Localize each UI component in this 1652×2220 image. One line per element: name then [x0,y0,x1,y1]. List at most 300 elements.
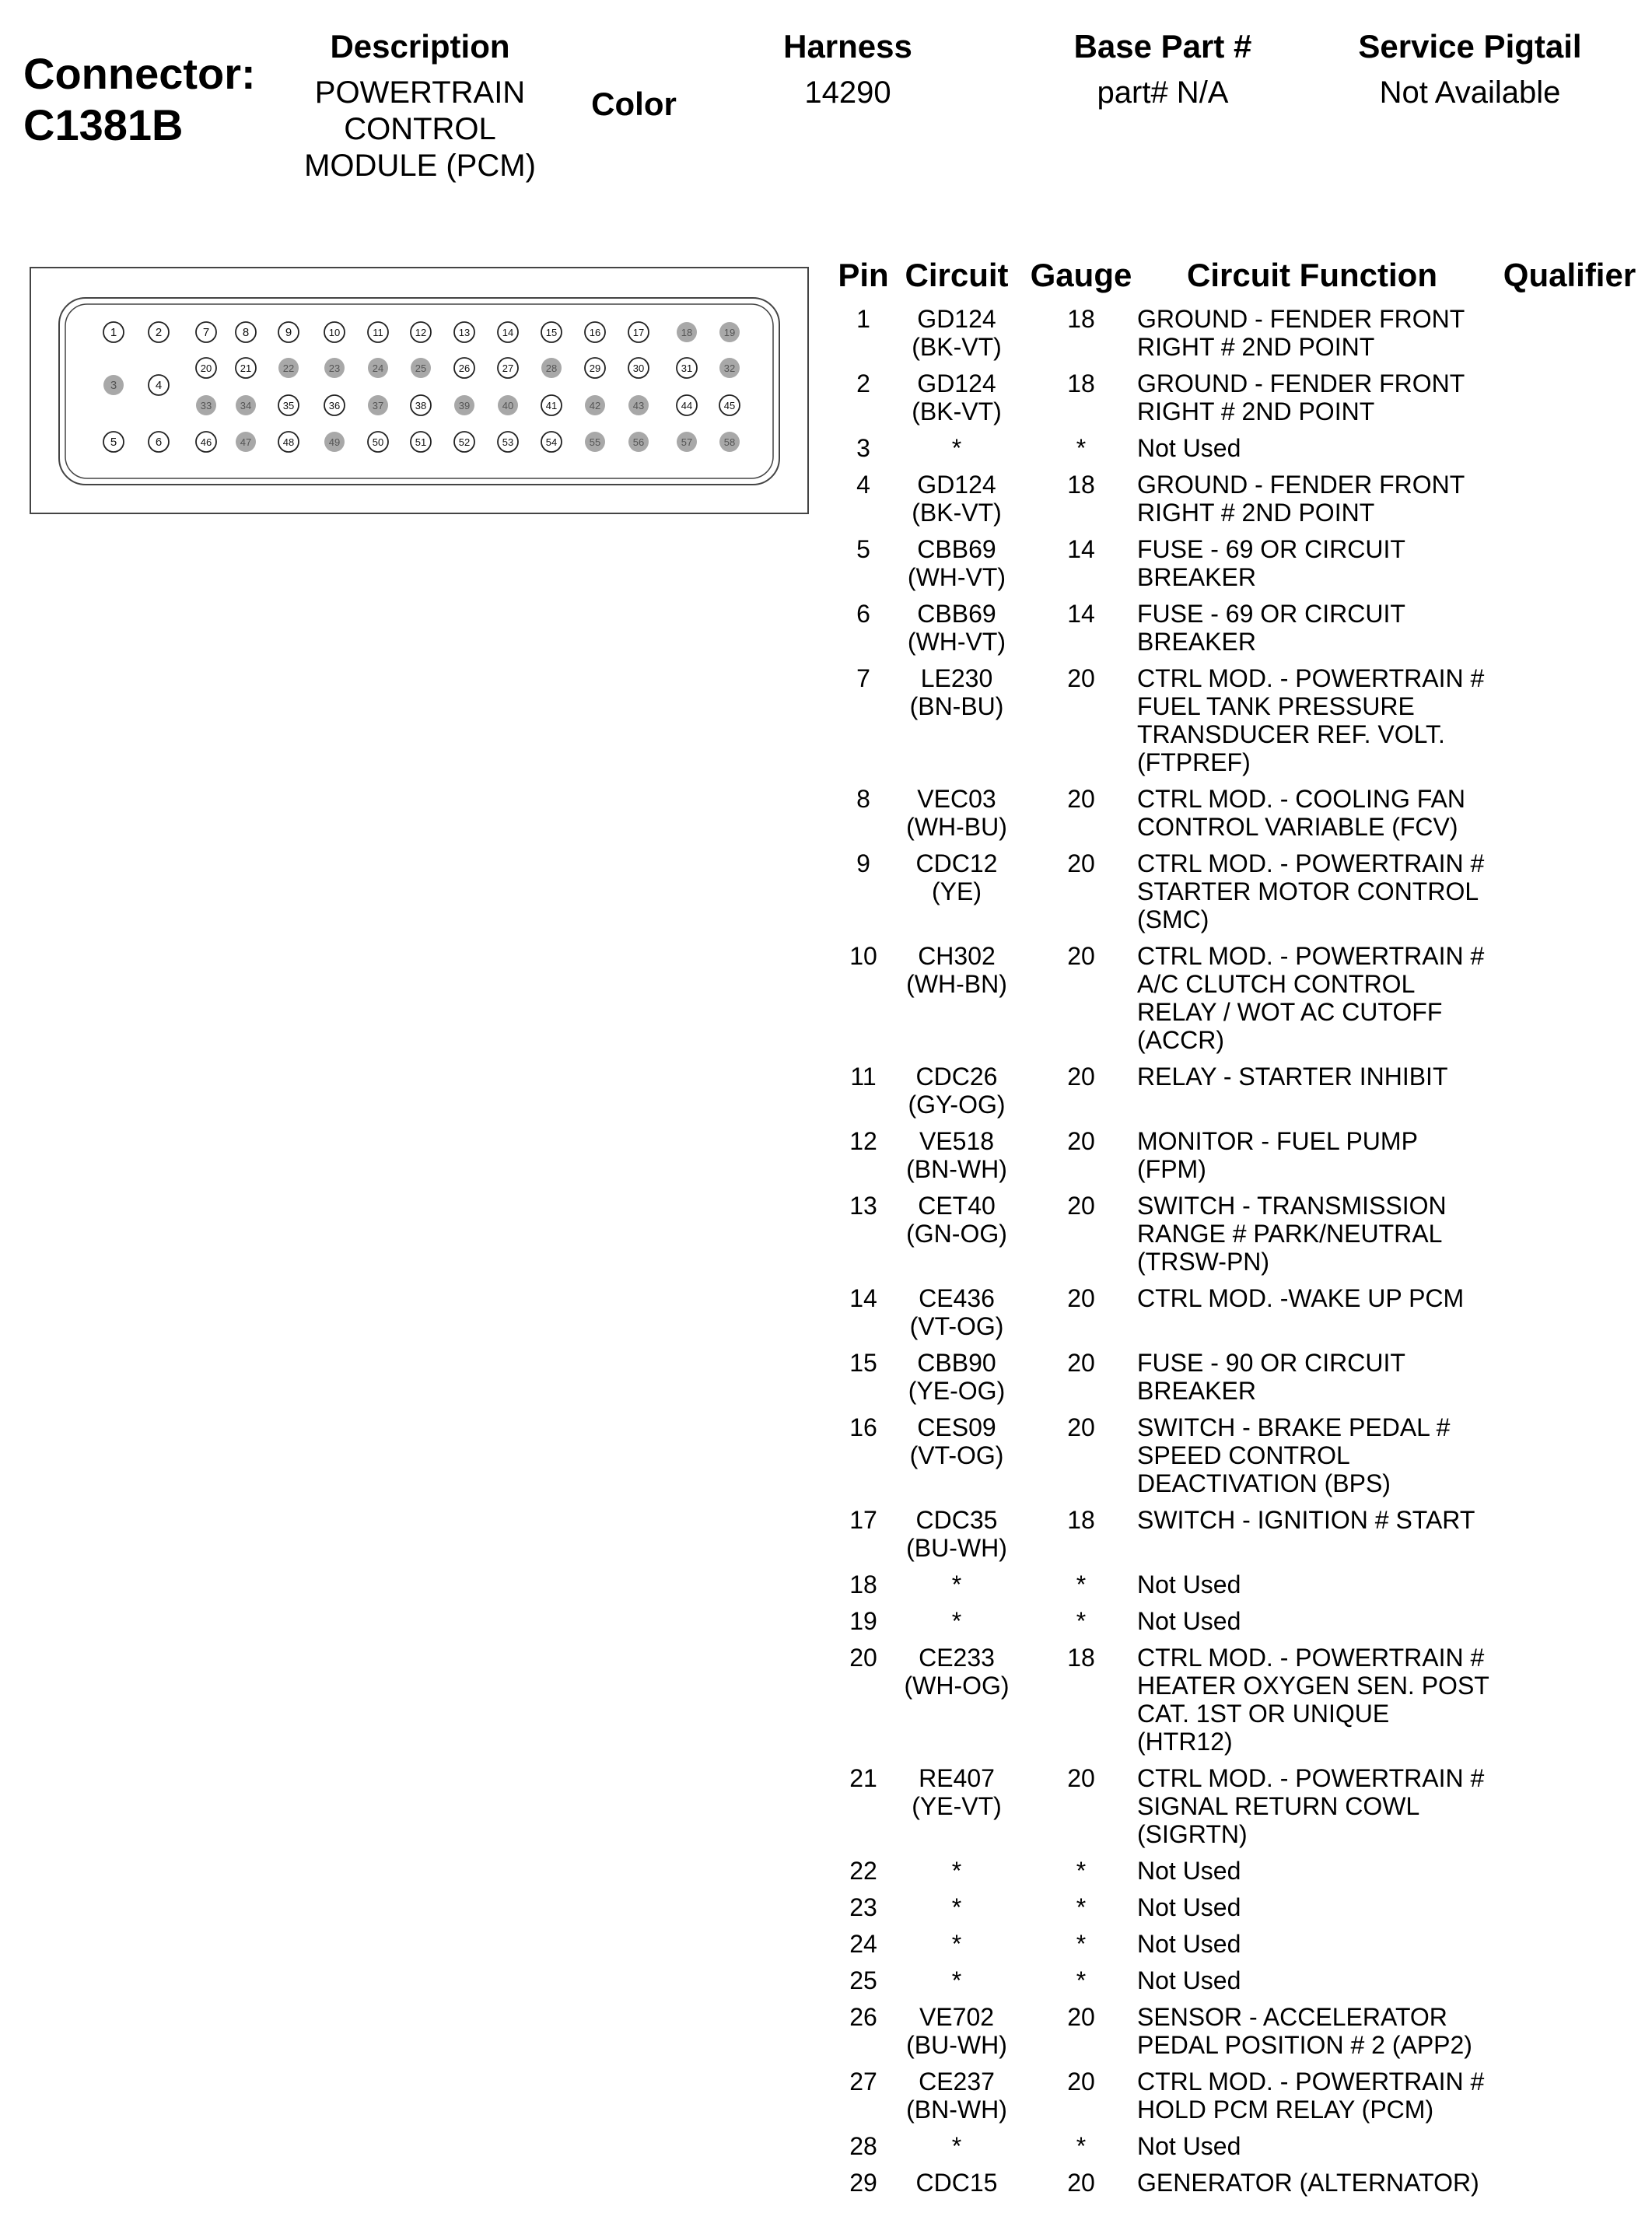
pin-cell: 1 [856,305,870,333]
gauge-cell: 20 [1067,2169,1095,2197]
pin-cell: 4 [856,471,870,499]
col-header-function: Circuit Function [1187,257,1437,293]
col-header-gauge: Gauge [1030,257,1132,293]
function-cell-line: (ACCR) [1137,1026,1224,1054]
circuit-cell-line: CBB69 [917,600,996,628]
pin-cell: 19 [849,1607,877,1635]
function-cell-line: Not Used [1137,1893,1241,1921]
circuit-cell-line: CH302 [918,942,996,970]
svg-text:19: 19 [723,327,736,338]
pin-cell: 12 [849,1127,877,1155]
pin-cell: 22 [849,1857,877,1885]
svg-text:5: 5 [110,436,117,449]
svg-text:55: 55 [589,436,601,448]
pin-33 [196,395,216,415]
circuit-cell [902,2132,1011,2160]
svg-text:32: 32 [723,362,736,374]
pin-cell: 28 [849,2132,877,2160]
circuit-cell [902,1284,1011,1340]
circuit-cell [902,1644,1011,1700]
function-cell [1137,1764,1510,1848]
pin-cell: 18 [849,1570,877,1598]
circuit-cell-line: CES09 [917,1413,996,1441]
pin-cell: 17 [849,1506,877,1534]
circuit-cell [902,1127,1011,1183]
function-cell-line: Not Used [1137,1930,1241,1958]
svg-text:40: 40 [502,400,514,411]
function-cell-line: (HTR12) [1137,1728,1233,1756]
circuit-cell-line: GD124 [917,305,996,333]
description-line: CONTROL [344,112,496,146]
gauge-cell: 18 [1067,305,1095,333]
circuit-cell [902,1966,1011,1994]
circuit-cell-line: (YE-VT) [912,1792,1002,1820]
function-cell-line: CTRL MOD. - POWERTRAIN # [1137,2068,1485,2096]
pin-6 [149,432,169,452]
svg-text:36: 36 [328,400,341,411]
pin-cell: 8 [856,785,870,813]
pin-9 [278,322,299,342]
svg-text:50: 50 [372,436,384,448]
function-cell [1137,785,1510,841]
pin-cell: 6 [856,600,870,628]
function-cell-line: SWITCH - BRAKE PEDAL # [1137,1413,1451,1441]
function-cell-line: RIGHT # 2ND POINT [1137,333,1375,361]
function-cell-line: SWITCH - TRANSMISSION [1137,1192,1447,1220]
svg-text:1: 1 [110,326,117,339]
circuit-cell-line: RE407 [919,1764,995,1792]
pin-54 [541,432,562,452]
gauge-cell: * [1076,1930,1087,1958]
pin-14 [498,322,518,342]
function-cell-line: (FTPREF) [1137,748,1251,776]
circuit-cell-line: GD124 [917,369,996,397]
circuit-cell-line: CDC35 [915,1506,998,1534]
circuit-cell [902,1893,1011,1921]
function-cell [1137,1063,1510,1091]
function-cell [1137,2169,1510,2197]
svg-text:28: 28 [545,362,558,374]
circuit-cell [902,1063,1011,1119]
circuit-cell-line: (YE-OG) [908,1377,1006,1405]
pin-24 [368,358,388,378]
harness-value: 14290 [804,75,891,110]
gauge-cell: 20 [1067,1284,1095,1312]
circuit-cell-line: (BK-VT) [912,499,1002,527]
circuit-cell [902,664,1011,720]
pin-7 [196,322,216,342]
function-cell-line: (FPM) [1137,1155,1206,1183]
description-line: POWERTRAIN [314,75,526,110]
circuit-cell [902,1506,1011,1562]
function-cell [1137,942,1510,1054]
pin-35 [278,395,299,415]
circuit-cell [902,1413,1011,1469]
circuit-cell-line: (YE) [932,877,982,905]
gauge-cell: * [1076,434,1087,462]
pin-12 [411,322,431,342]
pin-38 [411,395,431,415]
function-cell-line: FUEL TANK PRESSURE [1137,692,1415,720]
pin-48 [278,432,299,452]
pin-52 [454,432,474,452]
circuit-cell-line: CE436 [919,1284,995,1312]
col-header-circuit: Circuit [905,257,1009,293]
circuit-cell-line: * [951,1570,962,1598]
svg-text:33: 33 [200,400,212,411]
gauge-cell: 20 [1067,785,1095,813]
pin-39 [454,395,474,415]
svg-text:2: 2 [155,326,163,339]
svg-text:15: 15 [545,327,558,338]
circuit-cell-line: (WH-VT) [907,628,1006,656]
function-cell-line: Not Used [1137,434,1241,462]
circuit-cell-line: * [951,434,962,462]
circuit-cell-line: CDC12 [915,849,998,877]
pin-cell: 11 [850,1063,877,1091]
col-header-qualifier: Qualifier [1503,257,1636,293]
circuit-cell-line: * [951,1966,962,1994]
function-cell-line: (SMC) [1137,905,1209,933]
connector-face-svg [31,268,807,513]
base-part-value: part# N/A [1097,75,1229,110]
function-cell-line: FUSE - 69 OR CIRCUIT [1137,535,1405,563]
function-cell [1137,1570,1510,1598]
pin-11 [368,322,388,342]
function-cell-line: GROUND - FENDER FRONT [1137,305,1465,333]
pin-50 [368,432,388,452]
pin-18 [677,322,697,342]
svg-text:26: 26 [458,362,471,374]
pin-cell: 5 [856,535,870,563]
svg-text:54: 54 [545,436,558,448]
pin-cell: 23 [849,1893,877,1921]
function-cell [1137,369,1510,425]
gauge-cell: 20 [1067,942,1095,970]
circuit-cell-line: (BN-WH) [906,1155,1007,1183]
pin-cell: 25 [849,1966,877,1994]
gauge-cell: 14 [1067,600,1095,628]
pin-cell: 2 [856,369,870,397]
function-cell-line: HEATER OXYGEN SEN. POST [1137,1672,1489,1700]
pin-16 [585,322,605,342]
function-cell-line: CTRL MOD. - POWERTRAIN # [1137,942,1485,970]
pin-34 [236,395,256,415]
circuit-cell-line: (BN-WH) [906,2096,1007,2124]
gauge-cell: * [1076,1570,1087,1598]
gauge-cell: * [1076,1893,1087,1921]
gauge-cell: 20 [1067,2003,1095,2031]
service-pigtail-label: Service Pigtail [1358,28,1582,65]
function-cell [1137,1893,1510,1921]
circuit-cell [902,785,1011,841]
pin-5 [103,432,124,452]
function-cell [1137,1607,1510,1635]
function-cell [1137,1506,1510,1534]
pin-55 [585,432,605,452]
svg-text:11: 11 [373,327,383,338]
function-cell [1137,1192,1510,1276]
circuit-cell-line: (WH-OG) [904,1672,1010,1700]
function-cell [1137,1349,1510,1405]
svg-text:44: 44 [681,400,693,411]
circuit-cell [902,2169,1011,2197]
svg-text:47: 47 [240,436,252,448]
pin-19 [719,322,740,342]
svg-text:10: 10 [328,327,341,338]
gauge-cell: 18 [1067,471,1095,499]
circuit-cell-line: (BU-WH) [906,1534,1007,1562]
function-cell-line: CONTROL VARIABLE (FCV) [1137,813,1458,841]
circuit-cell-line: * [951,1930,962,1958]
pin-44 [677,395,697,415]
svg-text:43: 43 [632,400,645,411]
pin-30 [628,358,649,378]
circuit-cell-line: (WH-BN) [906,970,1007,998]
pin-46 [196,432,216,452]
circuit-cell [902,1857,1011,1885]
svg-text:57: 57 [681,436,693,448]
circuit-cell [902,1607,1011,1635]
svg-text:16: 16 [589,327,601,338]
gauge-cell: 18 [1067,1644,1095,1672]
circuit-cell-line: (BK-VT) [912,397,1002,425]
circuit-cell-line: CE237 [919,2068,995,2096]
gauge-cell: 18 [1067,369,1095,397]
pin-47 [236,432,256,452]
gauge-cell: 18 [1067,1506,1095,1534]
svg-text:48: 48 [282,436,295,448]
pin-40 [498,395,518,415]
gauge-cell: 20 [1067,849,1095,877]
svg-text:39: 39 [458,400,471,411]
circuit-cell-line: CBB90 [917,1349,996,1377]
function-cell [1137,471,1510,527]
function-cell-line: CTRL MOD. - POWERTRAIN # [1137,1764,1485,1792]
svg-text:56: 56 [632,436,645,448]
pin-21 [236,358,256,378]
pin-cell: 26 [849,2003,877,2031]
svg-text:24: 24 [372,362,384,374]
gauge-cell: 20 [1067,1192,1095,1220]
gauge-cell: * [1076,1857,1087,1885]
svg-text:34: 34 [240,400,252,411]
circuit-cell [902,2068,1011,2124]
circuit-cell-line: (WH-VT) [907,563,1006,591]
circuit-cell-line: CDC26 [915,1063,998,1091]
function-cell [1137,664,1510,776]
pin-cell: 29 [849,2169,877,2197]
circuit-cell-line: * [951,1607,962,1635]
function-cell-line: Not Used [1137,1857,1241,1885]
svg-text:29: 29 [589,362,601,374]
function-cell-line: PEDAL POSITION # 2 (APP2) [1137,2031,1472,2059]
function-cell [1137,2132,1510,2160]
function-cell-line: CTRL MOD. - POWERTRAIN # [1137,1644,1485,1672]
function-cell-line: RANGE # PARK/NEUTRAL [1137,1220,1443,1248]
gauge-cell: 20 [1067,1127,1095,1155]
pin-cell: 24 [849,1930,877,1958]
description-label: Description [330,28,510,65]
function-cell-line: SIGNAL RETURN COWL [1137,1792,1420,1820]
gauge-cell: 20 [1067,1413,1095,1441]
circuit-cell-line: LE230 [920,664,993,692]
function-cell-line: (SIGRTN) [1137,1820,1248,1848]
function-cell [1137,1966,1510,1994]
svg-text:46: 46 [200,436,212,448]
circuit-cell [902,2003,1011,2059]
function-cell-line: CAT. 1ST OR UNIQUE [1137,1700,1390,1728]
pin-cell: 15 [849,1349,877,1377]
circuit-cell-line: CE233 [919,1644,995,1672]
function-cell-line: RIGHT # 2ND POINT [1137,499,1375,527]
function-cell-line: CTRL MOD. - POWERTRAIN # [1137,849,1485,877]
service-pigtail-value: Not Available [1379,75,1561,110]
circuit-cell-line: (BK-VT) [912,333,1002,361]
gauge-cell: 20 [1067,1764,1095,1792]
gauge-cell: 14 [1067,535,1095,563]
pin-32 [719,358,740,378]
circuit-cell-line: VE518 [919,1127,995,1155]
circuit-cell [902,1192,1011,1248]
circuit-cell [902,1349,1011,1405]
harness-label: Harness [783,28,912,65]
svg-text:20: 20 [200,362,212,374]
pin-51 [411,432,431,452]
circuit-cell-line: CDC15 [915,2169,998,2197]
circuit-cell-line: * [951,1857,962,1885]
svg-text:38: 38 [415,400,427,411]
svg-text:49: 49 [328,436,341,448]
circuit-cell [902,1930,1011,1958]
function-cell-line: RIGHT # 2ND POINT [1137,397,1375,425]
gauge-cell: * [1076,1607,1087,1635]
circuit-cell-line: CBB69 [917,535,996,563]
circuit-cell [902,942,1011,998]
circuit-cell-line: VE702 [919,2003,995,2031]
svg-text:3: 3 [110,379,117,392]
function-cell-line: Not Used [1137,1570,1241,1598]
pin-1 [103,322,124,342]
description-value [257,75,583,184]
svg-text:58: 58 [723,436,736,448]
pin-26 [454,358,474,378]
function-cell-line: GENERATOR (ALTERNATOR) [1137,2169,1479,2197]
pin-56 [628,432,649,452]
function-cell [1137,1644,1510,1756]
pin-cell: 16 [849,1413,877,1441]
svg-text:18: 18 [681,327,693,338]
svg-text:6: 6 [155,436,163,449]
function-cell-line: SWITCH - IGNITION # START [1137,1506,1475,1534]
svg-text:7: 7 [202,326,210,339]
circuit-cell-line: (BU-WH) [906,2031,1007,2059]
function-cell-line: GROUND - FENDER FRONT [1137,369,1465,397]
svg-text:42: 42 [589,400,601,411]
pin-25 [411,358,431,378]
circuit-cell [902,1570,1011,1598]
circuit-cell [902,305,1011,361]
circuit-cell [902,471,1011,527]
function-cell-line: FUSE - 90 OR CIRCUIT [1137,1349,1405,1377]
pin-27 [498,358,518,378]
pin-45 [719,395,740,415]
function-cell-line: (TRSW-PN) [1137,1248,1270,1276]
function-cell-line: RELAY / WOT AC CUTOFF [1137,998,1443,1026]
color-label: Color [591,86,677,122]
function-cell [1137,1930,1510,1958]
circuit-cell-line: CET40 [918,1192,996,1220]
circuit-cell-line: VEC03 [917,785,996,813]
svg-text:31: 31 [681,362,693,374]
svg-text:51: 51 [415,436,427,448]
gauge-cell: * [1076,2132,1087,2160]
gauge-cell: 20 [1067,1349,1095,1377]
function-cell-line: SENSOR - ACCELERATOR [1137,2003,1447,2031]
pin-41 [541,395,562,415]
circuit-cell-line: (VT-OG) [909,1441,1004,1469]
pin-cell: 9 [856,849,870,877]
circuit-cell-line: (BN-BU) [909,692,1004,720]
pin-cell: 7 [856,664,870,692]
circuit-cell [902,1764,1011,1820]
pin-cell: 20 [849,1644,877,1672]
pin-15 [541,322,562,342]
function-cell-line: A/C CLUTCH CONTROL [1137,970,1416,998]
function-cell [1137,1413,1510,1497]
svg-text:8: 8 [242,326,250,339]
pin-28 [541,358,562,378]
pin-58 [719,432,740,452]
pin-42 [585,395,605,415]
pin-57 [677,432,697,452]
pin-31 [677,358,697,378]
svg-text:25: 25 [415,362,427,374]
svg-text:30: 30 [632,362,645,374]
function-cell-line: SPEED CONTROL [1137,1441,1350,1469]
pin-10 [324,322,345,342]
connector-label: Connector: [23,49,256,98]
svg-text:14: 14 [502,327,514,338]
svg-text:12: 12 [415,327,427,338]
circuit-cell-line: * [951,2132,962,2160]
gauge-cell: 20 [1067,1063,1095,1091]
function-cell [1137,1857,1510,1885]
connector-face-diagram [30,267,809,514]
pin-36 [324,395,345,415]
svg-text:13: 13 [458,327,471,338]
circuit-cell-line: (VT-OG) [909,1312,1004,1340]
pin-20 [196,358,216,378]
function-cell [1137,600,1510,656]
function-cell [1137,2003,1510,2059]
function-cell-line: Not Used [1137,1607,1241,1635]
function-cell-line: BREAKER [1137,1377,1256,1405]
circuit-cell [902,849,1011,905]
svg-text:23: 23 [328,362,341,374]
gauge-cell: * [1076,1966,1087,1994]
pin-13 [454,322,474,342]
function-cell-line: MONITOR - FUEL PUMP [1137,1127,1418,1155]
pin-37 [368,395,388,415]
circuit-cell-line: GD124 [917,471,996,499]
pin-2 [149,322,169,342]
pin-49 [324,432,345,452]
pin-23 [324,358,345,378]
function-cell-line: Not Used [1137,1966,1241,1994]
function-cell-line: BREAKER [1137,563,1256,591]
circuit-cell-line: (GY-OG) [908,1091,1006,1119]
